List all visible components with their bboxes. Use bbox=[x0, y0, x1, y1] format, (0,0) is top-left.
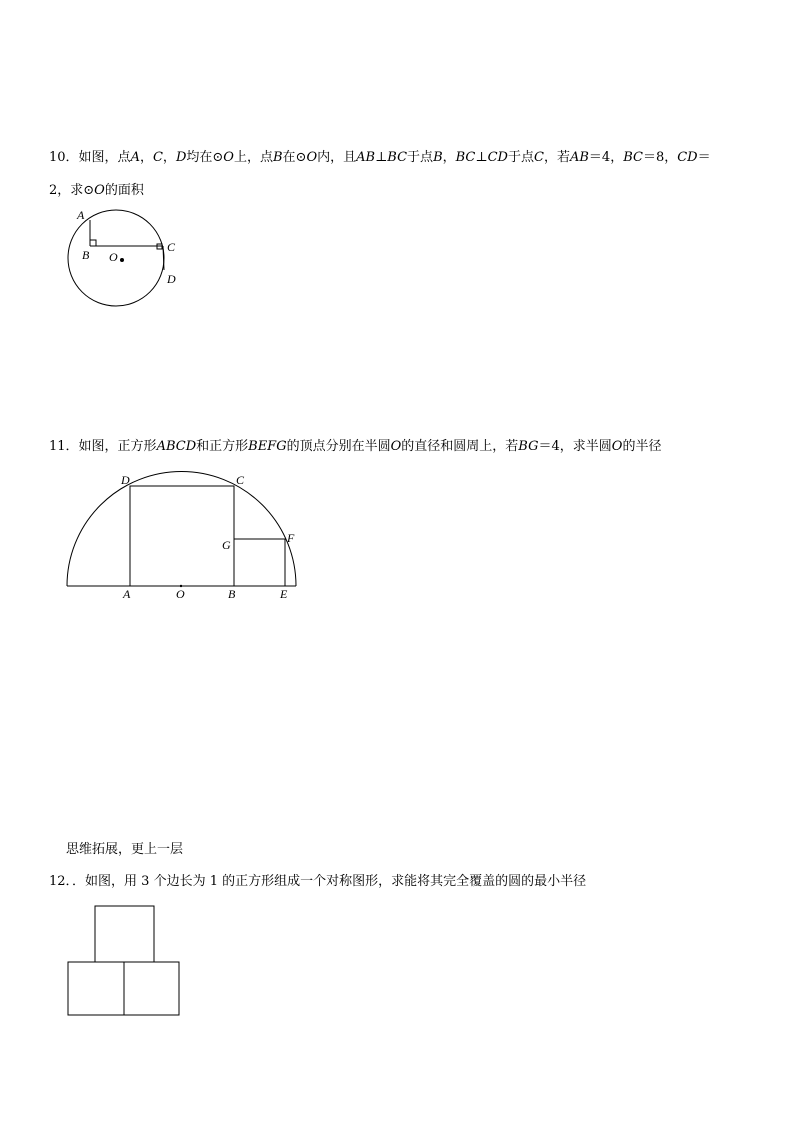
var: O bbox=[390, 439, 402, 454]
text: ， bbox=[162, 150, 176, 165]
text: ， bbox=[139, 150, 153, 165]
label-g: G bbox=[222, 538, 231, 552]
var: BG bbox=[518, 439, 539, 454]
var: BC⊥CD bbox=[455, 150, 508, 165]
square-bottom-left bbox=[68, 962, 124, 1015]
label-c: C bbox=[167, 240, 176, 254]
text: 和正方形 bbox=[196, 439, 249, 454]
square-bottom-right bbox=[124, 962, 179, 1015]
label-f: F bbox=[287, 531, 295, 545]
label-c: C bbox=[236, 473, 245, 487]
label-a: A bbox=[77, 208, 85, 222]
text: 均在⊙ bbox=[186, 150, 224, 165]
var: ABCD bbox=[156, 439, 197, 454]
square-top bbox=[95, 906, 154, 962]
text: ＝4， bbox=[588, 150, 624, 165]
text: 于点 bbox=[407, 150, 434, 165]
var: D bbox=[175, 150, 187, 165]
var: C bbox=[534, 150, 544, 165]
label-a: A bbox=[123, 587, 131, 601]
text: ，若 bbox=[543, 150, 570, 165]
text: ＝ bbox=[697, 150, 711, 165]
text: 2，求⊙ bbox=[49, 183, 95, 198]
var: AB bbox=[569, 150, 589, 165]
text: 的顶点分别在半圆 bbox=[286, 439, 391, 454]
label-d: D bbox=[167, 272, 176, 286]
text: 的直径和圆周上，若 bbox=[401, 439, 519, 454]
text: 上，点 bbox=[233, 150, 273, 165]
var: B bbox=[272, 150, 283, 165]
label-d: D bbox=[121, 473, 130, 487]
var: C bbox=[152, 150, 163, 165]
label-o: O bbox=[176, 587, 185, 601]
text: 如图，点 bbox=[78, 150, 131, 165]
var: CD bbox=[677, 150, 698, 165]
text: 在⊙ bbox=[282, 150, 307, 165]
text: 12．．如图，用 3 个边长为 1 的正方形组成一个对称图形，求能将其完全覆盖的圆的最小半径 bbox=[49, 874, 587, 889]
section-heading-text: 思维拓展，更上一层 bbox=[66, 842, 184, 857]
text: ， bbox=[442, 150, 456, 165]
var: BEFG bbox=[248, 439, 287, 454]
text: ＝4，求半圆 bbox=[538, 439, 612, 454]
label-e: E bbox=[280, 587, 288, 601]
text: 于点 bbox=[507, 150, 534, 165]
text: ＝8， bbox=[642, 150, 678, 165]
var: BC bbox=[623, 150, 643, 165]
text: 的面积 bbox=[104, 183, 144, 198]
var: A bbox=[130, 150, 140, 165]
var: O bbox=[94, 183, 105, 198]
text: 内，且 bbox=[317, 150, 357, 165]
label-b: B bbox=[82, 248, 90, 262]
text: 的半径 bbox=[622, 439, 662, 454]
var: B bbox=[433, 150, 443, 165]
label-o: O bbox=[109, 250, 118, 264]
var: O bbox=[306, 150, 318, 165]
problem-number: 10． bbox=[49, 150, 79, 165]
var: O bbox=[611, 439, 623, 454]
problem-number: 11． bbox=[49, 439, 79, 454]
var: AB⊥BC bbox=[356, 150, 408, 165]
text: 如图，正方形 bbox=[78, 439, 157, 454]
var: O bbox=[223, 150, 234, 165]
label-b: B bbox=[228, 587, 236, 601]
